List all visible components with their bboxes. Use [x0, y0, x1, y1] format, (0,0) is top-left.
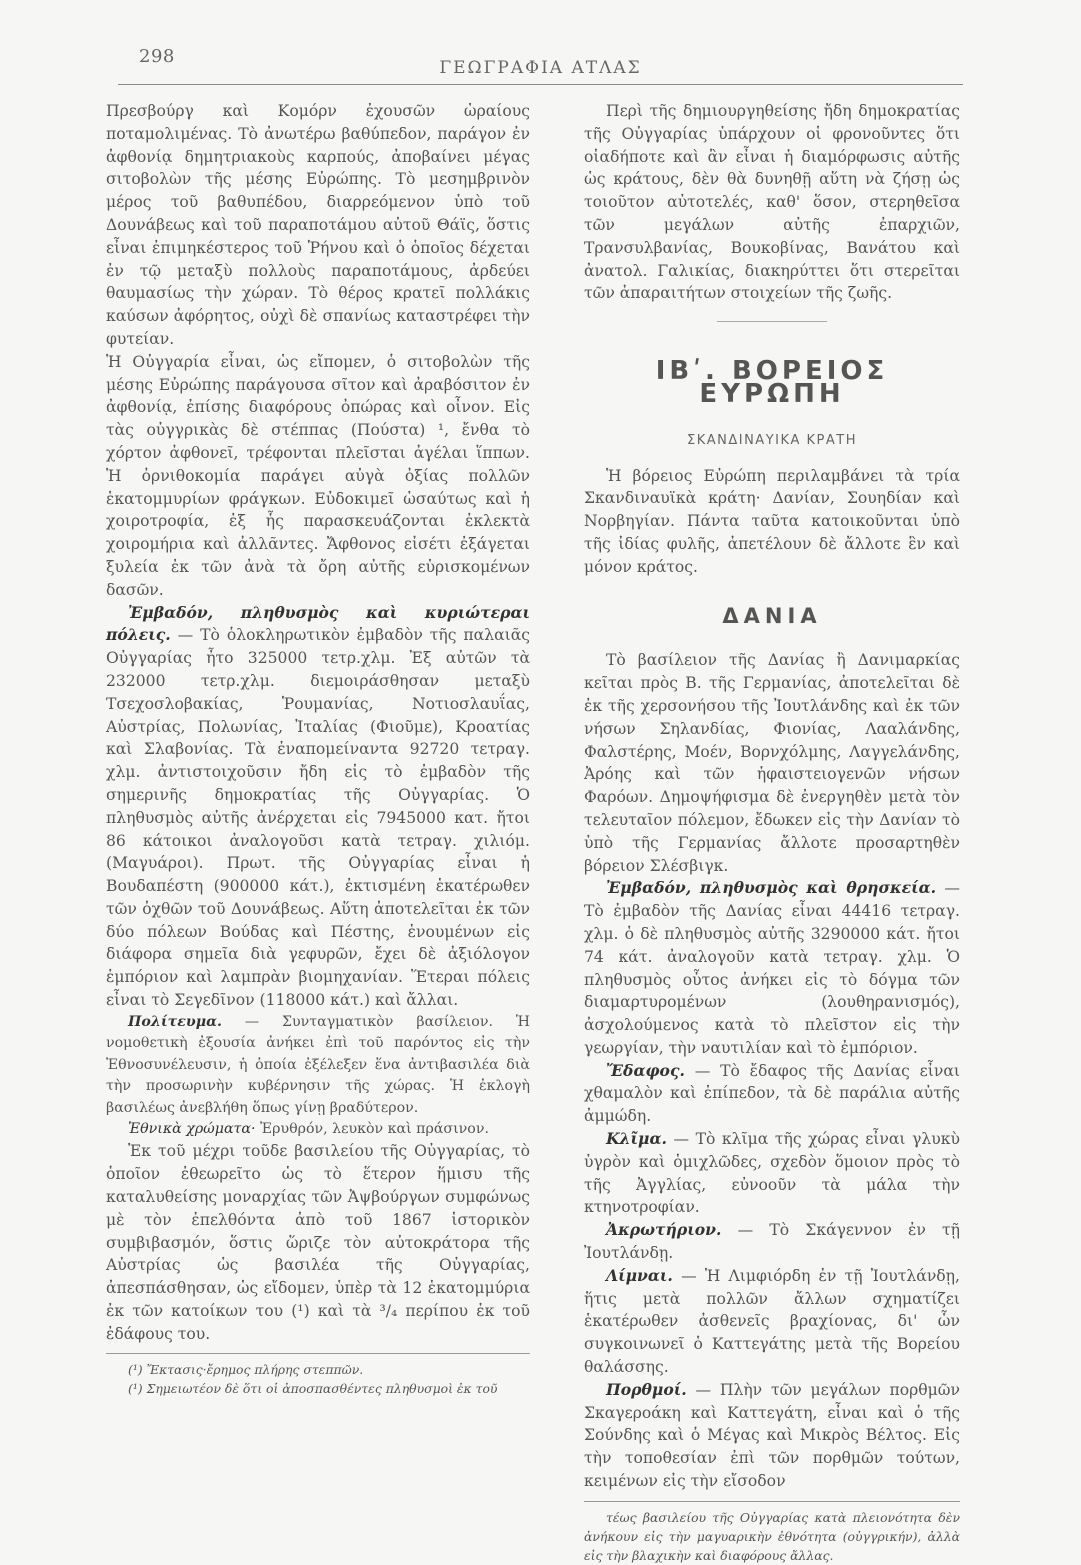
section-title: ΙΒʹ. ΒΟΡΕΙΟΣ ΕΥΡΩΠΗ — [655, 356, 889, 409]
run-in-heading: Ἀκρωτήριον. — [606, 1220, 722, 1240]
page-number: 298 — [139, 46, 175, 67]
header-rule — [118, 84, 963, 85]
paragraph: Ἐκ τοῦ μέχρι τοῦδε βασιλείου τῆς Οὐγγαρίας, τὸ ὁποῖον ἐθεωρεῖτο ὡς τὸ ἕτερον ἥμισυ τῆς καταλυθείσης μοναρχίας τῶν Ἀψβούργων συμφώνως μὲ τὸν ἐπελθόντα ἀπὸ τοῦ 1867 ἱστορικὸν συμβιβασμόν, ὅστις ὥριζε τὸν αὐτοκράτορα τῆς Αὐστρίας ὡς βασιλέα τῆς Οὐγγαρίας, ἀπεσπάσθησαν, ὡς εἴδομεν, ὑπὲρ τὰ 12 ἑκατομμύρια ἐκ τῶν κατοίκων του (¹) καὶ τὰ ³/₄ περίπου ἐκ τοῦ ἐδάφους του. — [106, 1142, 530, 1343]
paragraph: Πρεσβούργ καὶ Κομόρν ἐχουσῶν ὡραίους ποταμολιμένας. Τὸ ἀνωτέρω βαθύπεδον, παράγον ἐν ἀφθονίᾳ δημητριακοὺς καρπούς, ἀποβαίνει μέγας σιτοβολὼν τῆς μέσης Εὐρώπης. Τὸ μεσημβρινὸν μέρος τοῦ βαθυπέδου, διαρρεόμενον ὑπὸ τοῦ Δουνάβεως καὶ τοῦ παραποτάμου αὐτοῦ Θάϊς, ὅστις εἶναι ἐπιμηκέστερος τοῦ Ῥήνου καὶ ὁ ὁποῖος δέχεται ἐν τῷ μεταξὺ πολλοὺς παραποτάμους, ἀρδεύει θαυμασίως τὴν χώραν. Τὸ θέρος κρατεῖ πολλάκις καύσων ἀφόρητος, οὐχὶ δὲ σπανίως καταστρέφει τὴν φυτείαν. — [106, 102, 530, 348]
paragraph-text: — Ἡ Λιμφιόρδη ἐν τῇ Ἰουτλάνδῃ, ἥτις μετὰ πολλῶν ἄλλων σχηματίζει ἑκατέρωθεν ἀσθενεῖς βραχίονας, δι' ὧν συγκοινωνεῖ ὁ Καττεγάτης μετὰ τῆς Βορείου θαλάσσης. — [584, 1266, 960, 1377]
paragraph — [106, 1012, 530, 1119]
left-column — [106, 100, 530, 1398]
country-title: ΔΑΝΙΑ — [722, 603, 822, 628]
paragraph: Ἡ βόρειος Εὐρώπη περιλαμβάνει τὰ τρία Σκανδιναυϊκὰ κράτη· Δανίαν, Σουηδίαν καὶ Νορβηγίαν. Πάντα ταῦτα κατοικοῦνται ὑπὸ τῆς ἰδίας φυλῆς, ἀπετέλουν δὲ ἄλλοτε ἓν καὶ μόνον κράτος. — [584, 466, 960, 576]
paragraph-text: — Τὸ κλῖμα τῆς χώρας εἶναι γλυκὺ ὑγρὸν καὶ ὁμιχλῶδες, σχεδὸν ὅμοιον πρὸς τὸ τῆς Ἀγγλίας, εὐνοοῦν τὰ μάλα τὴν κτηνοτροφίαν. — [584, 1130, 960, 1217]
footnote-continuation: τέως βασιλείου τῆς Οὐγγαρίας κατὰ πλειονότητα δὲν ἀνήκουν εἰς τὴν μαγυαρικὴν ἐθνότητα (οὐγγρικήν), ἀλλὰ εἰς τὴν βλαχικὴν καὶ διαφόρους ἄλλας. — [584, 1509, 960, 1563]
paragraph-text: — Τὸ ἐμβαδὸν τῆς Δανίας εἶναι 44416 τετραγ. χλμ. ὁ δὲ πληθυσμὸς αὐτῆς 3290000 κάτ. ἤτοι 74 κάτ. ἀναλογοῦν κατὰ τετραγ. χλμ. Ὁ πληθυσμὸς οὗτος ἀνήκει εἰς τὸ δόγμα τῶν διαμαρτυρομένων (λουθηρανισμός), ἀσχολούμενος κατὰ τὸ πλεῖστον εἰς τὴν γεωργίαν, τὴν ναυτιλίαν καὶ τὸ ἐμπόριον. — [584, 879, 960, 1057]
run-in-heading: Λίμναι. — [606, 1265, 673, 1285]
paragraph — [584, 1219, 960, 1265]
paragraph — [584, 877, 960, 1059]
right-column — [584, 100, 960, 1565]
run-in-heading: Κλῖμα. — [606, 1129, 667, 1149]
paragraph-text: — Πλὴν τῶν μεγάλων πορθμῶν Σκαγεροάκη καὶ Καττεγάτη, εἶναι καὶ ὁ τῆς Σούνδης καὶ ὁ Μέγας καὶ Μικρὸς Βέλτος. Εἰς τὴν τοποθεσίαν ἐπὶ τῶν πορθμῶν τούτων, κειμένων εἰς τὴν εἴσοδον — [584, 1380, 960, 1491]
paragraph-text: — Τὸ ὁλοκληρωτικὸν ἐμβαδὸν τῆς παλαιᾶς Οὐγγαρίας ἦτο 325000 τετρ.χλμ. Ἐξ αὐτῶν τὰ 232000 τετρ.χλμ. διεμοιράσθησαν μεταξὺ Τσεχοσλοβακίας, Ῥουμανίας, Νοτιοσλαυΐας, Αὐστρίας, Πολωνίας, Ἰταλίας (Φιοῦμε), Κροατίας καὶ Σλαβονίας. Τὰ ἐναπομείναντα 92720 τετραγ. χλμ. ἀντιστοιχοῦσιν ἤδη εἰς τὸ ἐμβαδὸν τῆς σημερινῆς δημοκρατίας τῆς Οὐγγαρίας. Ὁ πληθυσμὸς αὐτῆς ἀνέρχεται εἰς 7945000 κατ. ἤτοι 86 κάτοικοι ἀναλογοῦσι κατὰ τετραγ. χιλιόμ. (Μαγυάροι). Πρωτ. τῆς Οὐγγαρίας εἶναι ἡ Βουδαπέστη (900000 κάτ.), ἐκτισμένη ἑκατέρωθεν τῶν ὀχθῶν τοῦ Δουνάβεως. Αὕτη ἀποτελεῖται ἐκ τῶν δύο πόλεων Βούδας καὶ Πέστης, ἑνουμένων εἰς διάφορα σημεῖα διὰ γεφυρῶν, ἔχει δὲ ἀξιόλογον ἐμπόριον καὶ λαμπρὰν βιομηχανίαν. Ἕτεραι πόλεις εἶναι τὸ Σεγεδῖνον (118000 κάτ.) καὶ ἄλλαι. — [106, 626, 530, 1010]
footnote: (¹) Ἔκτασις·ἔρημος πλήρης στεππῶν. — [128, 1362, 364, 1378]
run-in-heading: Πορθμοί. — [606, 1379, 687, 1399]
run-in-heading: Ἔδαφος. — [606, 1060, 685, 1080]
paragraph-text: Ἐρυθρόν, λευκὸν καὶ πράσινον. — [260, 1120, 489, 1137]
run-in-heading: Ἐμβαδόν, πληθυσμὸς καὶ κυριώτεραι πόλεις. — [106, 602, 530, 645]
paragraph: Ἡ Οὐγγαρία εἶναι, ὡς εἴπομεν, ὁ σιτοβολὼν τῆς μέσης Εὐρώπης παράγουσα σῖτον καὶ ἀραβόσιτον ἐν ἀφθονίᾳ, ἐπίσης διαφόρους ὀπώρας καὶ οἶνον. Εἰς τὰς οὐγγρικὰς δὲ στέππας (Πούστα) ¹, ἔνθα τὸ χόρτον ἀφθονεῖ, τρέφονται πλεῖσται ἀγέλαι ἵππων. Ἡ ὀρνιθοκομία παράγει αὐγὰ ὀξίας πολλῶν ἑκατομμυρίων φράγκων. Εὐδοκιμεῖ ὡσαύτως καὶ ἡ χοιροτροφία, ἐξ ἧς παρασκευάζονται ἐκλεκτὰ χοιρομήρια καὶ ἀλλᾶντες. Ἄφθονος εἰσέτι ἐξάγεται ξυλεία ἐκ τῶν ἀνὰ τὰ ὄρη αὐτῆς εὑρισκομένων δασῶν. — [106, 352, 530, 599]
running-head: ΓΕΩΓΡΑΦΙΑ ΑΤΛΑΣ — [439, 58, 642, 78]
section-separator — [717, 321, 827, 322]
run-in-heading: Ἐθνικὰ χρώματα· — [128, 1120, 256, 1137]
footnote: (¹) Σημειωτέον δὲ ὅτι οἱ ἀποσπασθέντες πληθυσμοὶ ἐκ τοῦ — [128, 1381, 498, 1397]
paragraph — [584, 1060, 960, 1128]
footnote-rule — [584, 1501, 960, 1502]
paragraph-text: — Τὸ ἔδαφος τῆς Δανίας εἶναι χθαμαλὸν καὶ ἐπίπεδον, τὰ δὲ παράλια αὐτῆς ἀμμώδη. — [584, 1061, 960, 1126]
paragraph — [584, 1265, 960, 1379]
paragraph-text: — Συνταγματικὸν βασίλειον. Ἡ νομοθετικὴ ἐξουσία ἀνήκει ἐπὶ τοῦ παρόντος εἰς τὴν Ἐθνοσυνέλευσιν, ἡ ὁποία ἐξέλεξεν ἕνα ἀντιβασιλέα διὰ τὴν προσωρινὴν κυβέρνησιν τῆς χώρας. Ἡ ἐκλογὴ βασιλέως ἀνεβλήθη ὅπως γίνῃ βραδύτερον. — [106, 1013, 530, 1116]
run-in-heading: Πολίτευμα. — [128, 1013, 222, 1030]
paragraph: Περὶ τῆς δημιουργηθείσης ἤδη δημοκρατίας τῆς Οὐγγαρίας ὑπάρχουν οἱ φρονοῦντες ὅτι οἱαδήποτε καὶ ἂν εἶναι ἡ διαμόρφωσις αὐτῆς ὡς κράτους, δὲν θὰ δυνηθῇ αὕτη νὰ ζήσῃ ὡς τοιοῦτον αὐτοτελές, καθ' ὅσον, στερηθεῖσα τῶν μεγάλων αὐτῆς ἐπαρχιῶν, Τρανσυλβανίας, Βουκοβίνας, Βανάτου καὶ ἀνατολ. Γαλικίας, διακηρύττει ὅτι στερεῖται τῶν ἀπαραιτήτων στοιχείων τῆς ζωῆς. — [584, 102, 960, 303]
run-in-heading: Ἐμβαδόν, πληθυσμὸς καὶ θρησκεία. — [606, 878, 937, 898]
paragraph — [584, 1379, 960, 1493]
footnote-rule — [106, 1353, 530, 1354]
paragraph: Τὸ βασίλειον τῆς Δανίας ἢ Δανιμαρκίας κεῖται πρὸς Β. τῆς Γερμανίας, ἀποτελεῖται δὲ ἐκ τῆς χερσονήσου τῆς Ἰουτλάνδης καὶ ἐκ τῶν νήσων Σηλανδίας, Φιονίας, Λααλάνδης, Φαλστέρης, Μοέν, Βορνχόλμης, Λαγγελάνδης, Ἀρόης καὶ τῶν ἡφαιστειογενῶν νήσων Φαρόων. Δημοψήφισμα δὲ ἐνεργηθὲν μετὰ τὸν τελευταῖον πόλεμον, ἔδωκεν εἰς τὴν Δανίαν τὸ ὑπὸ τῆς Γερμανίας ἄλλοτε προσαρτηθὲν βόρειον Σλέσβιγκ. — [584, 651, 960, 875]
paragraph — [106, 1119, 530, 1140]
paragraph — [584, 1128, 960, 1219]
paragraph — [106, 602, 530, 1012]
section-subtitle: ΣΚΑΝΔΙΝΑΥΙΚΑ ΚΡΑΤΗ — [687, 432, 857, 448]
paragraph-text: — Τὸ Σκάγεννον ἐν τῇ Ἰουτλάνδῃ. — [584, 1221, 960, 1263]
